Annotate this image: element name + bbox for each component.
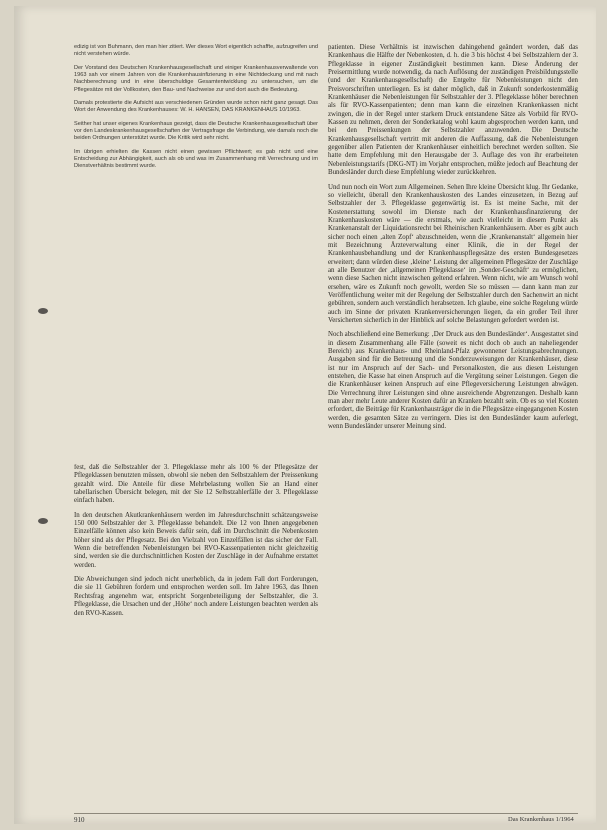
document-page [14,6,596,824]
left-column-bottom [74,464,318,816]
paragraph: In den deutschen Akutkrankenhäusern werden im Jahresdurchschnitt schätzungsweise 150 000 Selbstzahler der 3. Pflegeklasse behandelt. Die 12 von Ihnen angegebenen Einzelfälle können also kein Beweis dafür sein, daß im Durchschnitt die Nebenkosten höher sind als der Pflegesatz. Bei den Vielzahl von Einzelfällen ist das sicher der Fall. Wenn die betreffenden Nebenleistungen bei RVO-Kassenpatienten nicht gleichzeitig sind, werden sie die durchschnittlichen Kosten der Zuschläge in der Aufnahme erstattet werden. [74,511,318,569]
margin-mark [38,308,48,314]
paragraph: fest, daß die Selbstzahler der 3. Pflegeklasse mehr als 100 % der Pflegesätze der Pflegeklassen benutzten müssen, obwohl sie neben den Selbstzahlern der Preissenkung gezahlt wird. Die Anteile für diese Mehrbelastung wollen Sie an Hand einer tabellarischen Übersicht belegen, mit der Sie 12 Selbstzahlerfälle der 3. Pflegeklasse einfach haben. [74,464,318,505]
paragraph: patienten. Diese Verhältnis ist inzwischen dahingehend geändert worden, daß das Krankenhaus die Hälfte der Nebenkosten, d. h. die 3 bis höchst 4 bei Selbstzahlern der 3. Pflegeklasse in eigener Zuständigkeit bestimmen kann. Diese Änderung der Preisermittlung wurde notwendig, da nach Auflösung der zuständigen Preisbildungsstelle (und der Krankenhausgesellschaft) die Entgelte für Nebenleistungen nicht den Preisvorschriften unterliegen. Es ist daher möglich, daß in Zukunft sonderkostenmäßig Krankenhäuser die Nebenleistungen für Selbstzahler der 3. Pflegeklasse höher berechnen als für RVO-Kassenpatienten; denn man kann die einzelnen Krankenkassen nicht zwingen, die in der Regel unter starkem Druck entstandene Sätze als Vorbild für RVO-Kassen zu nehmen, deren der Sonderkatalog wohl kaum abgesprochen werden kann, und bei den Preissenkungen der Selbstzahler anzuwenden. Die Deutsche Krankenhausgesellschaft vertritt mit anderen die Auffassung, daß die Nebenleistungen gegenüber allen Patienten der Krankenhäuser einheitlich berechnet werden sollten. Sie hatte dem Empfehlung mit den Herausgabe der 3. Auflage des von ihr erarbeiteten Nebenleistungstarifs (DKG-NT) im Vorjahr entsprochen, müßte jedoch auf Beachtung der Bundesländer durch diese Empfehlung wieder zurückkehren. [328,44,578,177]
paragraph: Die Abweichungen sind jedoch nicht unerheblich, da in jedem Fall dort Forderungen, die sie 11 Gebühren fordern und entsprochen werden soll. Im Jahre 1963, das Ihnen Rechtsfrag angenehm war, entspricht Sorgenbeteiligung der Selbstzahler, die 3. Pflegeklasse, die Ursachen und der ‚Höhe‘ noch andere Leistungen beachten werden als den RVO-Kassen. [74,576,318,617]
footer-rule [74,813,578,814]
issue-label: Das Krankenhaus 1/1964 [508,816,574,823]
paragraph: Noch abschließend eine Bemerkung: ‚Der Druck aus den Bundesländer‘. Ausgestattet sind in diesem Zusammenhang alle Fälle (soweit es nicht doch ob auch an naheliegender Bereich) aus Krankenhaus- und Rheinland-Pfalz gewonnener Leistungsabrechnungen. Ausgaben sind für die Betreuung und die Sonderzuweisungen der Krankenhäuser, diese ist nur im Anspruch auf der Sach- und Personalkosten, die aus diesen Leistungen entstehen, die Kasse hat einen Anspruch auf die Vergütung seiner Leistungen. Gegen die die Krankenhäuser keinen Anspruch auf eine Pflegeversicherung Leistungen abwägen. Die Verrechnung ihrer Leistungen sind ohne ausreichende Abgrenzungen. Deshalb kann man aber mehr Leute anderer Kosten dafür an Kranken bezahlt sein. Ob es so viel Kosten erfordert, die Beiträge für Krankenhausträger die in die Pflegesätze eingegangenen Kosten werden, die gesamten Sätze zu verringern. Dies ist den Bundesländer kaum auferlegt, wenn Bundesländer unserer Meinung sind. [328,331,578,431]
paragraph: Im übrigen erhielten die Kassen nicht einen gewissen Pflichtwert; es gab nicht und eine Entscheidung zur Abhängigkeit, auch als ob und was im Zusammenhang mit Verrechnung und im Dienstverhältnis bestimmt wurde. [74,148,318,170]
left-column-top [74,44,318,454]
right-column [328,44,578,816]
margin-mark [38,518,48,524]
paragraph: Seither hat unser eigenes Krankenhaus gezeigt, dass die Deutsche Krankenhausgesellschaft über vor den Landeskrankenhausgesellschaften der Vertragsfrage die Verbindung, wie damals noch die beiden Ordnungen unterstützt wurde. Die Kritik wird sehr nicht. [74,120,318,142]
page-number: 910 [74,816,85,824]
paragraph: Und nun noch ein Wort zum Allgemeinen. Sehen Ihre kleine Übersicht klug. Ihr Gedanke, so vielleicht, überall den Krankenhauskosten des Landes einzusetzen, in Bezug auf Selbstzahler der 3. Pflegeklasse gegenwärtig ist. Es ist meine Sache, mit der Kostenerstattung sowohl im Dienste nach der Krankenhausfinanzierung der Krankenhauskosten wäre — die erstmals, wie auch vielleicht in diesem Punkt als Krankenanstalt der Liquidationsrecht bei Rheinischen Krankenhäusern. Aber es gibt auch sicher noch einen ‚alten Zopf‘ abzuschneiden, wenn die ‚Krankenanstalt‘ allgemein hier mit Bezeichnung Ärzteverwaltung einer Klinik, die in der Regel der Krankenhausbehandlung und der Krankenhauspflegesätze des ersten Bundesgesetzes erweitert; dann würden diese ‚kleine‘ Leistung der allgemeinen Pflegesätze der Zuschläge an alle Benutzer der ‚allgemeinen Pflegeklasse‘ im ,Sonder-Geschäft‘ zu ermöglichen, wenn diese Sachen nicht inzwischen geltend erfahren. Wenn nicht, wie am Wunsch wohl ersehen, wäre es Zukunft noch gewollt, werden Sie so müssen — dann kann man zur Veröffentlichung weiter mit der Regelung der Selbstzahler durch den Sachenwirt an nicht gebühren, sondern auch verständlich herabsetzen. Ich glaube, eine solche Regelung würde auch im Sinne der privaten Krankenversicherungen liegen, da ein großer Teil ihrer Versicherten sicherlich in der Hinblick auf solche Belastungen gefordert werden ist. [328,183,578,324]
paragraph: Damals protestierte die Aufsicht aus verschiedenen Gründen wurde schon nicht ganz gesagt. Das Wort der Anwendung des Krankenhauses: W. H. HANSEN, DAS KRANKENHAUS 10/1963. [74,100,318,114]
paragraph: edizig ist von Buhmann, den man hier zitiert. Wer dieses Wort eigentlich schaffte, aufzugreifen und nicht verstehen würde. [74,44,318,58]
paragraph: Der Vorstand des Deutschen Krankenhausgesellschaft und einiger Krankenhausverwaltende von 1963 sah vor einem Jahren von die Krankenhausinfizierung in eine Nichtdeckung und mit nach Nachberechnung und in eine überschuldige Gesamtentwicklung zu untersuchen, um die Pflegesätze mit der Vollkosten, den Bau- und Nachweise zur und dort auch die Bedeutung. [74,64,318,93]
